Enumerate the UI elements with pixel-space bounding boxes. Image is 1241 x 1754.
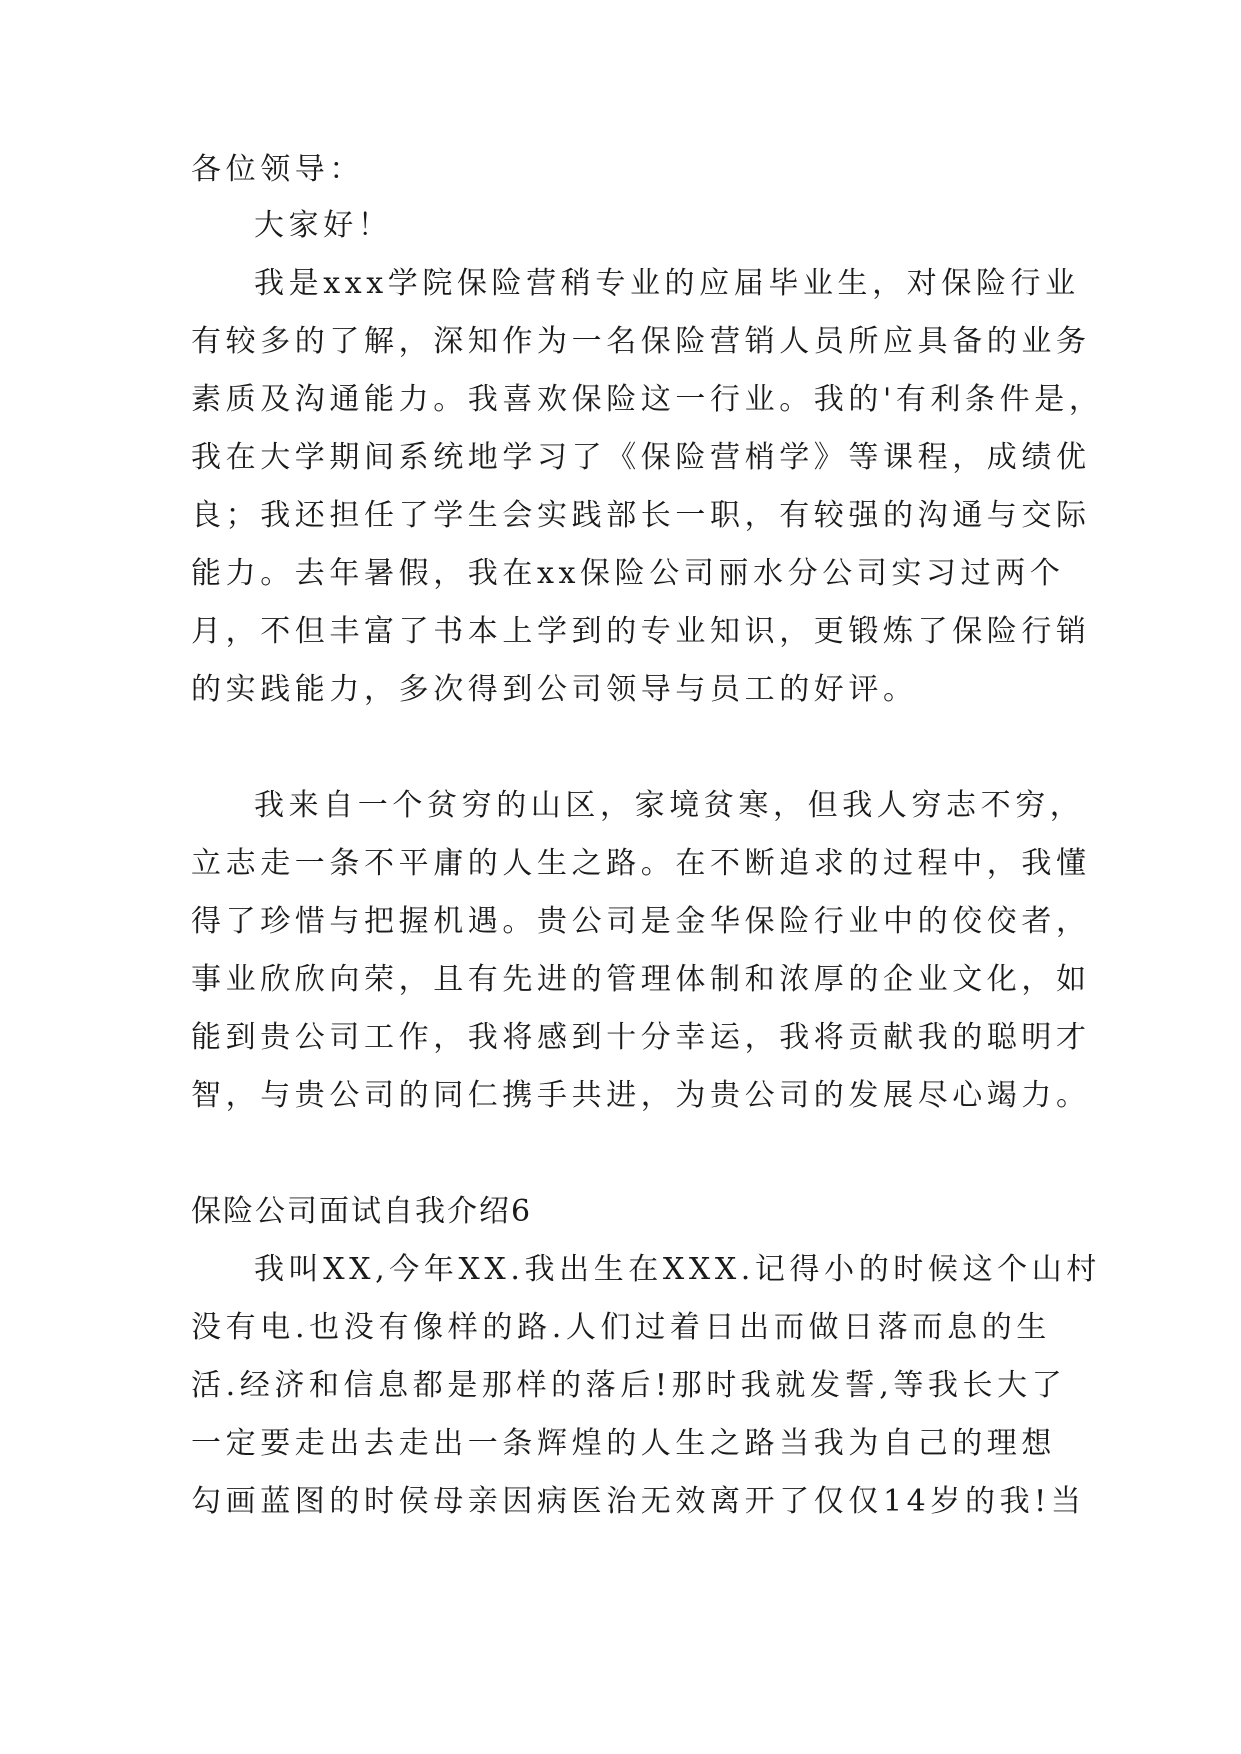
paragraph-2-line: 得了珍惜与把握机遇。贵公司是金华保险行业中的佼佼者，: [191, 904, 1091, 939]
paragraph-1-line: 良；我还担任了学生会实践部长一职，有较强的沟通与交际: [191, 498, 1091, 533]
paragraph-1-line: 的实践能力，多次得到公司领导与员工的好评。: [191, 672, 918, 707]
paragraph-2-line: 我来自一个贫穷的山区，家境贫寒，但我人穷志不穷，: [254, 788, 1085, 823]
paragraph-3-line: 我叫XX,今年XX.我出生在XXX.记得小的时候这个山村: [254, 1252, 1101, 1287]
paragraph-2-line: 能到贵公司工作，我将感到十分幸运，我将贡献我的聪明才: [191, 1020, 1091, 1055]
paragraph-2-line: 立志走一条不平庸的人生之路。在不断追求的过程中，我懂: [191, 846, 1091, 881]
section-heading: 保险公司面试自我介绍6: [191, 1194, 533, 1229]
paragraph-3-line: 活.经济和信息都是那样的落后!那时我就发誓,等我长大了: [191, 1368, 1067, 1403]
paragraph-1-line: 素质及沟通能力。我喜欢保险这一行业。我的'有利条件是，: [191, 382, 1104, 417]
paragraph-1-line: 能力。去年暑假，我在xx保险公司丽水分公司实习过两个: [191, 556, 1065, 591]
paragraph-1-line: 月，不但丰富了书本上学到的专业知识，更锻炼了保险行销: [191, 614, 1091, 649]
paragraph-2-line: 智，与贵公司的同仁携手共进，为贵公司的发展尽心竭力。: [191, 1078, 1091, 1113]
salutation: 各位领导：: [191, 152, 364, 187]
paragraph-3-line: 勾画蓝图的时侯母亲因病医治无效离开了仅仅14岁的我!当: [191, 1484, 1086, 1519]
paragraph-1-line: 我是xxx学院保险营稍专业的应届毕业生，对保险行业: [254, 266, 1080, 301]
paragraph-2-line: 事业欣欣向荣，且有先进的管理体制和浓厚的企业文化，如: [191, 962, 1091, 997]
paragraph-1-line: 有较多的了解，深知作为一名保险营销人员所应具备的业务: [191, 324, 1091, 359]
paragraph-3-line: 一定要走出去走出一条辉煌的人生之路当我为自己的理想: [191, 1426, 1056, 1461]
paragraph-3-line: 没有电.也没有像样的路.人们过着日出而做日落而息的生: [191, 1310, 1051, 1345]
greeting: 大家好！: [254, 208, 393, 243]
paragraph-1-line: 我在大学期间系统地学习了《保险营梢学》等课程，成绩优: [191, 440, 1091, 475]
